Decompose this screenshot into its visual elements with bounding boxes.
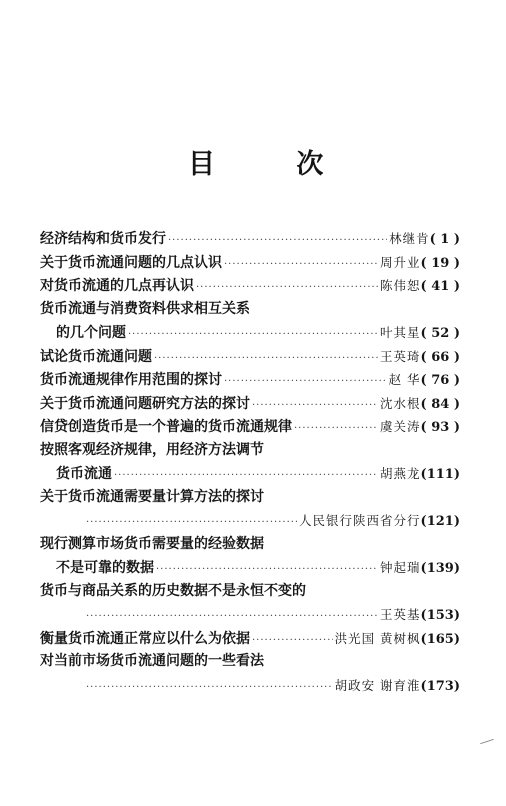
toc-entry [40,345,460,369]
entry-author: 王英琦 [380,348,421,364]
toc-line [40,603,460,627]
entry-author: 人民银行陕西省分行 [299,513,421,528]
entry-author: 周升业 [380,254,421,270]
entry-page: ( 76 ) [420,373,460,388]
entry-title: 关于货币流通需要量计算方法的探讨 [40,488,264,505]
entry-title: 对货币流通的几点再认识 [40,278,194,294]
toc-line [40,345,460,369]
entry-title: 货币流通规律作用范围的探讨 [40,372,222,388]
entry-title: 对当前市场货币流通问题的一些看法 [40,653,264,669]
toc-entry [40,227,460,251]
toc-line [40,274,460,298]
toc-line [40,462,460,486]
toc-entry [40,415,460,439]
entry-author: 钟起瑞 [380,560,421,575]
entry-page: ( 52 ) [420,326,460,341]
entry-page: ( 93 ) [420,420,460,435]
entry-title-continued: 货币流通 [56,466,112,482]
entry-page: (111) [420,467,460,482]
entry-page: ( 19 ) [420,255,460,271]
entry-page: (139) [420,561,460,576]
dot-leader [128,323,378,347]
entry-author: 胡燕龙 [380,466,421,481]
entry-page: (165) [420,631,460,647]
scan-mark [480,739,494,744]
entry-author: 赵 华 [388,372,421,387]
toc-entry [40,298,460,345]
entry-title: 试论货币流通问题 [40,348,152,365]
entry-title: 现行测算市场货币需要量的经验数据 [40,535,264,552]
toc-entry [40,486,460,533]
entry-title: 经济结构和货币发行 [40,231,166,247]
entry-author: 王英基 [380,607,421,622]
toc-line [40,627,460,651]
entry-title: 衡量货币流通正常应以什么为依据 [40,630,250,647]
dot-leader [224,253,378,277]
toc-line [40,439,460,463]
entry-title: 货币流通与消费资料供求相互关系 [40,300,250,317]
toc-line [40,298,460,322]
entry-title: 关于货币流通问题研究方法的探讨 [40,395,250,412]
entry-title: 按照客观经济规律，用经济方法调节 [40,441,264,458]
entry-author: 虞关涛 [380,419,421,434]
toc-line [40,509,460,533]
dot-leader [156,558,378,582]
toc-entry [40,650,460,697]
dot-leader [168,229,387,253]
toc-line [40,650,460,674]
toc-line [40,556,460,580]
entry-author: 沈水根 [380,395,421,411]
toc-entry [40,368,460,392]
dot-leader [114,464,378,488]
toc-line [40,580,460,604]
entry-author: 胡政安 谢育淮 [334,677,421,693]
toc-entry [40,274,460,298]
toc-line [40,486,460,510]
dot-leader [86,605,378,629]
dot-leader [154,347,378,371]
entry-page: ( 1 ) [429,232,460,247]
entry-page: (173) [420,678,460,694]
dot-leader [294,417,378,441]
toc-entry [40,392,460,416]
entry-title-continued: 不是可靠的数据 [56,560,154,576]
entry-page: ( 41 ) [420,279,460,294]
entry-title-continued: 的几个问题 [56,325,126,341]
entry-author: 叶其星 [380,325,421,340]
dot-leader [252,629,333,653]
toc-entry [40,533,460,580]
toc-line [40,251,460,275]
dot-leader [252,394,378,418]
toc-entry [40,627,460,651]
table-of-contents [40,227,460,697]
entry-page: (153) [420,608,460,623]
dot-leader [86,676,333,700]
toc-line [40,392,460,416]
entry-title: 信贷创造货币是一个普遍的货币流通规律 [40,419,292,435]
toc-line [40,533,460,557]
entry-title: 关于货币流通问题的几点认识 [40,254,222,271]
entry-author: 陈伟恕 [380,278,421,293]
dot-leader [224,370,387,394]
entry-page: (121) [420,514,460,529]
toc-entry [40,439,460,486]
entry-title: 货币与商品关系的历史数据不是永恒不变的 [40,582,306,599]
toc-line [40,321,460,345]
entry-page: ( 84 ) [420,396,460,412]
entry-page: ( 66 ) [420,349,460,365]
toc-entry [40,251,460,275]
toc-line [40,674,460,698]
toc-entry [40,580,460,627]
entry-author: 林继肯 [389,231,430,246]
page-title: 目 次 [188,149,360,180]
dot-leader [86,511,297,535]
toc-line [40,227,460,251]
dot-leader [196,276,378,300]
toc-line [40,415,460,439]
toc-line [40,368,460,392]
entry-author: 洪光国 黄树枫 [334,630,421,646]
